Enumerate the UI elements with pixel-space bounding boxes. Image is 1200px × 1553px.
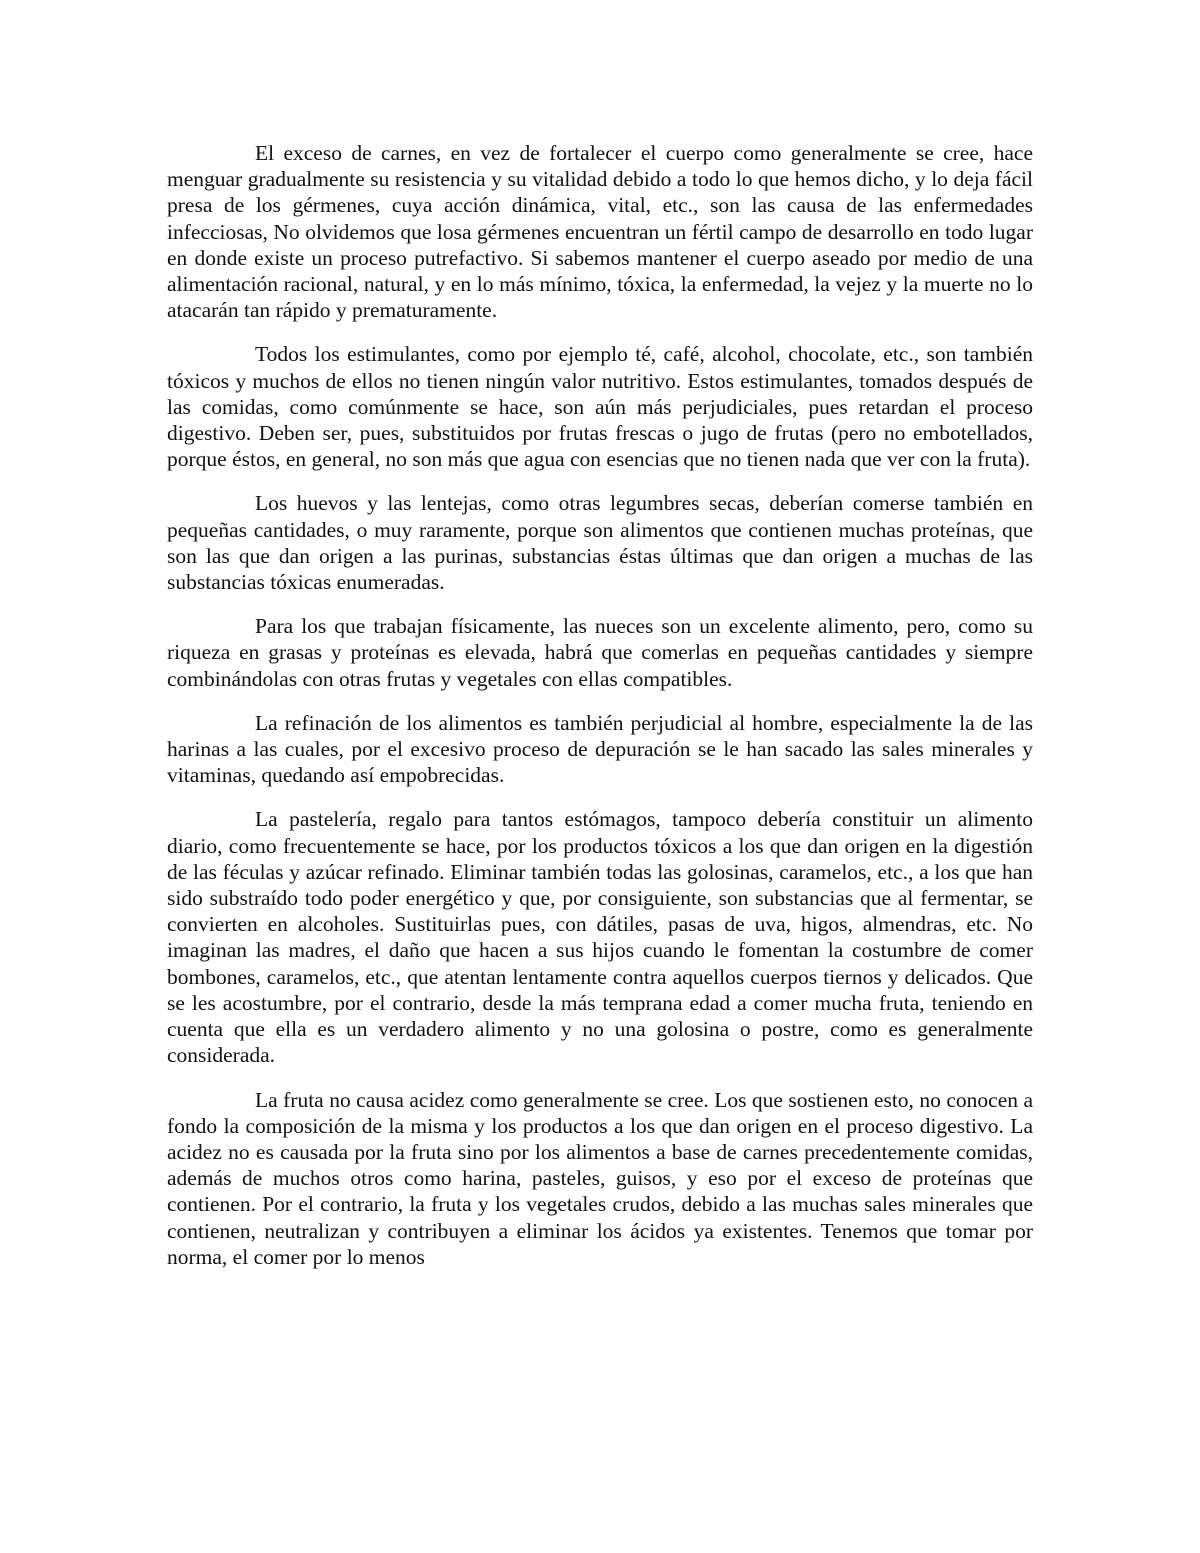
paragraph-fruit-acidity: La fruta no causa acidez como generalmente se cree. Los que sostienen esto, no conocen a fondo la composición de la misma y los productos a los que dan origen en el proceso digestivo. La acidez no es causada por la fruta sino por los alimentos a base de carnes precedentemente comidas, además de muchos otros como harina, pasteles, guisos, y eso por el exceso de proteínas que contienen. Por el contrario, la fruta y los vegetales crudos, debido a las muchas sales minerales que contienen, neutralizan y contribuyen a eliminar los ácidos ya existentes. Tenemos que tomar por norma, el comer por lo menos [167, 1087, 1033, 1269]
paragraph-meat-excess: El exceso de carnes, en vez de fortalecer el cuerpo como generalmente se cree, hace menguar gradualmente su resistencia y su vitalidad debido a todo lo que hemos dicho, y lo deja fácil presa de los gérmenes, cuya acción dinámica, vital, etc., son las causa de las enfermedades infecciosas, No olvidemos que losa gérmenes encuentran un fértil campo de desarrollo en todo lugar en donde existe un proceso putrefactivo. Si sabemos mantener el cuerpo aseado por medio de una alimentación racional, natural, y en lo más mínimo, tóxica, la enfermedad, la vejez y la muerte no lo atacarán tan rápido y prematuramente. [167, 141, 1033, 323]
paragraph-eggs-lentils: Los huevos y las lentejas, como otras legumbres secas, deberían comerse también en pequeñas cantidades, o muy raramente, porque son alimentos que contienen muchas proteínas, que son las que dan origen a las purinas, substancias éstas últimas que dan origen a muchas de las substancias tóxicas enumeradas. [167, 491, 1033, 595]
paragraph-stimulants: Todos los estimulantes, como por ejemplo té, café, alcohol, chocolate, etc., son también tóxicos y muchos de ellos no tienen ningún valor nutritivo. Estos estimulantes, tomados después de las comidas, como comúnmente se hace, son aún más perjudiciales, pues retardan el proceso digestivo. Deben ser, pues, substituidos por frutas frescas o jugo de frutas (pero no embotellados, porque éstos, en general, no son más que agua con esencias que no tienen nada que ver con la fruta). [167, 342, 1033, 472]
paragraph-refined-foods: La refinación de los alimentos es también perjudicial al hombre, especialmente la de las harinas a las cuales, por el excesivo proceso de depuración se le han sacado las sales minerales y vitaminas, quedando así empobrecidas. [167, 710, 1033, 788]
document-page [167, 140, 1033, 1270]
paragraph-pastry: La pastelería, regalo para tantos estómagos, tampoco debería constituir un alimento diario, como frecuentemente se hace, por los productos tóxicos a los que dan origen en la digestión de las féculas y azúcar refinado. Eliminar también todas las golosinas, caramelos, etc., a los que han sido substraído todo poder energético y que, por consiguiente, son substancias que al fermentar, se convierten en alcoholes. Sustituirlas pues, con dátiles, pasas de uva, higos, almendras, etc. No imaginan las madres, el daño que hacen a sus hijos cuando le fomentan la costumbre de comer bombones, caramelos, etc., que atentan lentamente contra aquellos cuerpos tiernos y delicados. Que se les acostumbre, por el contrario, desde la más temprana edad a comer mucha fruta, teniendo en cuenta que ella es un verdadero alimento y no una golosina o postre, como es generalmente considerada. [167, 807, 1033, 1068]
paragraph-nuts: Para los que trabajan físicamente, las nueces son un excelente alimento, pero, como su riqueza en grasas y proteínas es elevada, habrá que comerlas en pequeñas cantidades y siempre combinándolas con otras frutas y vegetales con ellas compatibles. [167, 614, 1033, 691]
